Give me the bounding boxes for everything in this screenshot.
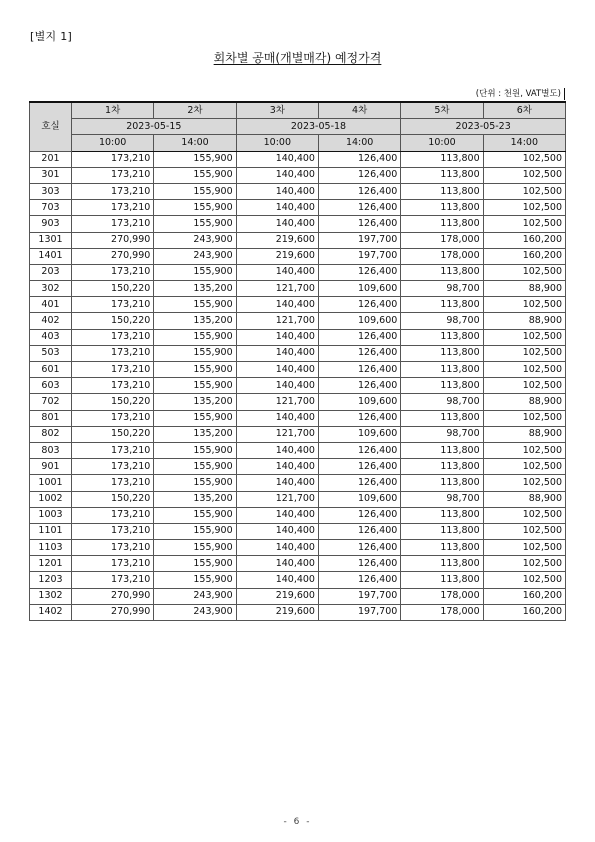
room-number-cell: 803 — [30, 442, 72, 458]
price-cell: 113,800 — [401, 216, 483, 232]
price-cell: 243,900 — [154, 604, 236, 620]
price-cell: 173,210 — [72, 151, 154, 167]
price-cell: 155,900 — [154, 459, 236, 475]
price-cell: 173,210 — [72, 523, 154, 539]
price-cell: 140,400 — [236, 183, 318, 199]
page-number: - 6 - — [283, 817, 312, 827]
room-number-cell: 203 — [30, 264, 72, 280]
time-header: 14:00 — [318, 135, 400, 151]
table-row — [30, 540, 566, 556]
price-cell: 98,700 — [401, 281, 483, 297]
price-cell: 155,900 — [154, 167, 236, 183]
room-number-cell: 703 — [30, 200, 72, 216]
price-cell: 113,800 — [401, 183, 483, 199]
price-cell: 88,900 — [483, 394, 565, 410]
table-row — [30, 523, 566, 539]
price-cell: 270,990 — [72, 248, 154, 264]
price-cell: 126,400 — [318, 442, 400, 458]
price-cell: 126,400 — [318, 345, 400, 361]
price-cell: 102,500 — [483, 523, 565, 539]
price-cell: 140,400 — [236, 378, 318, 394]
table-row — [30, 459, 566, 475]
price-cell: 140,400 — [236, 410, 318, 426]
price-cell: 121,700 — [236, 426, 318, 442]
table-row — [30, 410, 566, 426]
price-cell: 140,400 — [236, 556, 318, 572]
price-cell: 126,400 — [318, 264, 400, 280]
price-cell: 109,600 — [318, 281, 400, 297]
price-cell: 126,400 — [318, 329, 400, 345]
price-cell: 150,220 — [72, 426, 154, 442]
price-cell: 155,900 — [154, 556, 236, 572]
price-cell: 140,400 — [236, 507, 318, 523]
price-cell: 173,210 — [72, 410, 154, 426]
price-cell: 102,500 — [483, 572, 565, 588]
price-cell: 197,700 — [318, 232, 400, 248]
price-cell: 178,000 — [401, 588, 483, 604]
price-cell: 140,400 — [236, 475, 318, 491]
price-cell: 88,900 — [483, 491, 565, 507]
price-cell: 173,210 — [72, 540, 154, 556]
room-number-cell: 903 — [30, 216, 72, 232]
table-row — [30, 264, 566, 280]
price-cell: 102,500 — [483, 378, 565, 394]
price-cell: 140,400 — [236, 151, 318, 167]
room-number-cell: 702 — [30, 394, 72, 410]
price-cell: 126,400 — [318, 459, 400, 475]
room-number-cell: 302 — [30, 281, 72, 297]
price-cell: 126,400 — [318, 523, 400, 539]
price-cell: 102,500 — [483, 329, 565, 345]
price-cell: 140,400 — [236, 540, 318, 556]
price-cell: 197,700 — [318, 588, 400, 604]
time-header: 14:00 — [154, 135, 236, 151]
header-row-dates — [30, 119, 566, 135]
room-number-cell: 402 — [30, 313, 72, 329]
price-cell: 113,800 — [401, 459, 483, 475]
price-cell: 155,900 — [154, 442, 236, 458]
price-cell: 113,800 — [401, 264, 483, 280]
price-cell: 113,800 — [401, 442, 483, 458]
price-cell: 126,400 — [318, 200, 400, 216]
price-cell: 173,210 — [72, 200, 154, 216]
price-cell: 102,500 — [483, 475, 565, 491]
price-cell: 140,400 — [236, 297, 318, 313]
price-cell: 102,500 — [483, 540, 565, 556]
price-cell: 140,400 — [236, 442, 318, 458]
price-cell: 150,220 — [72, 313, 154, 329]
time-header: 10:00 — [401, 135, 483, 151]
price-cell: 270,990 — [72, 588, 154, 604]
price-cell: 173,210 — [72, 329, 154, 345]
price-cell: 140,400 — [236, 572, 318, 588]
round-header: 3차 — [236, 102, 318, 119]
price-cell: 126,400 — [318, 475, 400, 491]
price-cell: 150,220 — [72, 281, 154, 297]
price-cell: 102,500 — [483, 167, 565, 183]
price-cell: 98,700 — [401, 426, 483, 442]
price-cell: 243,900 — [154, 248, 236, 264]
room-number-cell: 901 — [30, 459, 72, 475]
price-cell: 102,500 — [483, 216, 565, 232]
price-cell: 140,400 — [236, 523, 318, 539]
table-row — [30, 151, 566, 167]
price-cell: 109,600 — [318, 394, 400, 410]
price-cell: 113,800 — [401, 523, 483, 539]
price-cell: 126,400 — [318, 572, 400, 588]
price-cell: 126,400 — [318, 297, 400, 313]
room-number-cell: 802 — [30, 426, 72, 442]
price-cell: 113,800 — [401, 151, 483, 167]
price-cell: 219,600 — [236, 232, 318, 248]
document-title: 회차별 공매(개별매각) 예정가격 — [213, 51, 382, 65]
price-cell: 155,900 — [154, 297, 236, 313]
table-row — [30, 167, 566, 183]
attachment-label: [별지 1] — [30, 30, 73, 43]
round-header: 6차 — [483, 102, 565, 119]
price-cell: 173,210 — [72, 378, 154, 394]
price-cell: 243,900 — [154, 588, 236, 604]
price-cell: 150,220 — [72, 491, 154, 507]
price-cell: 155,900 — [154, 523, 236, 539]
price-cell: 113,800 — [401, 297, 483, 313]
price-cell: 155,900 — [154, 475, 236, 491]
table-row — [30, 248, 566, 264]
table-row — [30, 378, 566, 394]
round-header: 1차 — [72, 102, 154, 119]
price-cell: 173,210 — [72, 556, 154, 572]
room-number-cell: 1203 — [30, 572, 72, 588]
price-cell: 140,400 — [236, 362, 318, 378]
price-cell: 197,700 — [318, 248, 400, 264]
table-row — [30, 297, 566, 313]
table-row — [30, 216, 566, 232]
price-cell: 219,600 — [236, 588, 318, 604]
price-cell: 113,800 — [401, 362, 483, 378]
price-cell: 155,900 — [154, 345, 236, 361]
price-cell: 126,400 — [318, 507, 400, 523]
price-cell: 160,200 — [483, 588, 565, 604]
price-cell: 109,600 — [318, 426, 400, 442]
price-cell: 173,210 — [72, 183, 154, 199]
price-cell: 109,600 — [318, 491, 400, 507]
table-row — [30, 442, 566, 458]
room-number-cell: 503 — [30, 345, 72, 361]
time-header: 10:00 — [236, 135, 318, 151]
table-row — [30, 362, 566, 378]
price-cell: 155,900 — [154, 200, 236, 216]
date-header: 2023-05-18 — [236, 119, 401, 135]
price-cell: 155,900 — [154, 378, 236, 394]
price-cell: 126,400 — [318, 410, 400, 426]
table-row — [30, 329, 566, 345]
time-header: 10:00 — [72, 135, 154, 151]
price-cell: 113,800 — [401, 556, 483, 572]
room-number-cell: 201 — [30, 151, 72, 167]
price-cell: 160,200 — [483, 232, 565, 248]
price-cell: 121,700 — [236, 313, 318, 329]
round-header: 5차 — [401, 102, 483, 119]
price-cell: 113,800 — [401, 507, 483, 523]
table-row — [30, 345, 566, 361]
price-cell: 140,400 — [236, 200, 318, 216]
price-cell: 155,900 — [154, 264, 236, 280]
price-cell: 155,900 — [154, 410, 236, 426]
time-header: 14:00 — [483, 135, 565, 151]
price-cell: 160,200 — [483, 604, 565, 620]
price-cell: 140,400 — [236, 459, 318, 475]
price-cell: 155,900 — [154, 540, 236, 556]
price-cell: 140,400 — [236, 345, 318, 361]
price-cell: 102,500 — [483, 362, 565, 378]
price-cell: 126,400 — [318, 540, 400, 556]
price-cell: 126,400 — [318, 556, 400, 572]
table-row — [30, 232, 566, 248]
price-cell: 173,210 — [72, 362, 154, 378]
price-cell: 270,990 — [72, 232, 154, 248]
room-number-cell: 601 — [30, 362, 72, 378]
price-cell: 219,600 — [236, 604, 318, 620]
room-number-cell: 1103 — [30, 540, 72, 556]
price-cell: 270,990 — [72, 604, 154, 620]
price-cell: 173,210 — [72, 459, 154, 475]
room-number-cell: 1302 — [30, 588, 72, 604]
room-column-header: 호실 — [30, 102, 72, 151]
price-cell: 173,210 — [72, 216, 154, 232]
room-number-cell: 1401 — [30, 248, 72, 264]
price-cell: 126,400 — [318, 167, 400, 183]
table-row — [30, 426, 566, 442]
price-cell: 126,400 — [318, 216, 400, 232]
room-number-cell: 1001 — [30, 475, 72, 491]
price-cell: 98,700 — [401, 394, 483, 410]
price-cell: 173,210 — [72, 345, 154, 361]
price-cell: 113,800 — [401, 345, 483, 361]
room-number-cell: 1101 — [30, 523, 72, 539]
table-row — [30, 556, 566, 572]
price-cell: 160,200 — [483, 248, 565, 264]
round-header: 2차 — [154, 102, 236, 119]
price-cell: 155,900 — [154, 151, 236, 167]
date-header: 2023-05-23 — [401, 119, 566, 135]
price-cell: 173,210 — [72, 572, 154, 588]
table-row — [30, 394, 566, 410]
price-cell: 102,500 — [483, 151, 565, 167]
price-cell: 155,900 — [154, 362, 236, 378]
price-cell: 113,800 — [401, 329, 483, 345]
price-cell: 140,400 — [236, 264, 318, 280]
price-cell: 173,210 — [72, 442, 154, 458]
price-cell: 88,900 — [483, 281, 565, 297]
room-number-cell: 303 — [30, 183, 72, 199]
room-number-cell: 1301 — [30, 232, 72, 248]
price-cell: 155,900 — [154, 183, 236, 199]
price-cell: 178,000 — [401, 248, 483, 264]
table-row — [30, 183, 566, 199]
price-cell: 113,800 — [401, 475, 483, 491]
price-cell: 98,700 — [401, 491, 483, 507]
price-cell: 121,700 — [236, 491, 318, 507]
date-header: 2023-05-15 — [72, 119, 237, 135]
unit-note: (단위 : 천원, VAT별도) — [476, 88, 565, 100]
price-cell: 155,900 — [154, 507, 236, 523]
room-number-cell: 1002 — [30, 491, 72, 507]
price-cell: 126,400 — [318, 378, 400, 394]
price-cell: 102,500 — [483, 183, 565, 199]
price-cell: 102,500 — [483, 442, 565, 458]
price-cell: 135,200 — [154, 491, 236, 507]
price-cell: 88,900 — [483, 313, 565, 329]
price-cell: 173,210 — [72, 297, 154, 313]
price-cell: 135,200 — [154, 394, 236, 410]
price-table — [29, 101, 566, 621]
price-cell: 173,210 — [72, 507, 154, 523]
table-header — [30, 102, 566, 151]
price-cell: 135,200 — [154, 426, 236, 442]
price-cell: 113,800 — [401, 410, 483, 426]
price-cell: 173,210 — [72, 167, 154, 183]
header-row-times — [30, 135, 566, 151]
price-cell: 155,900 — [154, 572, 236, 588]
table-row — [30, 313, 566, 329]
price-cell: 135,200 — [154, 313, 236, 329]
price-cell: 102,500 — [483, 410, 565, 426]
price-cell: 121,700 — [236, 394, 318, 410]
price-cell: 126,400 — [318, 151, 400, 167]
table-row — [30, 507, 566, 523]
price-cell: 121,700 — [236, 281, 318, 297]
price-cell: 178,000 — [401, 232, 483, 248]
price-cell: 113,800 — [401, 540, 483, 556]
room-number-cell: 1201 — [30, 556, 72, 572]
price-cell: 219,600 — [236, 248, 318, 264]
price-cell: 102,500 — [483, 345, 565, 361]
price-cell: 113,800 — [401, 167, 483, 183]
price-cell: 140,400 — [236, 167, 318, 183]
room-number-cell: 1003 — [30, 507, 72, 523]
table-row — [30, 588, 566, 604]
price-cell: 102,500 — [483, 507, 565, 523]
round-header: 4차 — [318, 102, 400, 119]
price-cell: 98,700 — [401, 313, 483, 329]
price-cell: 135,200 — [154, 281, 236, 297]
price-cell: 140,400 — [236, 329, 318, 345]
room-number-cell: 403 — [30, 329, 72, 345]
price-cell: 102,500 — [483, 264, 565, 280]
price-cell: 150,220 — [72, 394, 154, 410]
room-number-cell: 801 — [30, 410, 72, 426]
room-number-cell: 603 — [30, 378, 72, 394]
price-cell: 109,600 — [318, 313, 400, 329]
price-cell: 155,900 — [154, 329, 236, 345]
table-row — [30, 572, 566, 588]
price-cell: 126,400 — [318, 183, 400, 199]
price-cell: 126,400 — [318, 362, 400, 378]
room-number-cell: 1402 — [30, 604, 72, 620]
price-cell: 178,000 — [401, 604, 483, 620]
price-cell: 113,800 — [401, 200, 483, 216]
table-row — [30, 491, 566, 507]
room-number-cell: 301 — [30, 167, 72, 183]
price-cell: 102,500 — [483, 200, 565, 216]
price-cell: 113,800 — [401, 378, 483, 394]
price-cell: 88,900 — [483, 426, 565, 442]
price-cell: 155,900 — [154, 216, 236, 232]
price-cell: 243,900 — [154, 232, 236, 248]
table-row — [30, 281, 566, 297]
price-cell: 113,800 — [401, 572, 483, 588]
price-cell: 197,700 — [318, 604, 400, 620]
header-row-rounds — [30, 102, 566, 119]
price-cell: 102,500 — [483, 556, 565, 572]
table-row — [30, 475, 566, 491]
table-row — [30, 200, 566, 216]
price-cell: 102,500 — [483, 297, 565, 313]
price-cell: 102,500 — [483, 459, 565, 475]
room-number-cell: 401 — [30, 297, 72, 313]
table-body — [30, 151, 566, 620]
price-cell: 173,210 — [72, 475, 154, 491]
table-row — [30, 604, 566, 620]
price-cell: 140,400 — [236, 216, 318, 232]
price-cell: 173,210 — [72, 264, 154, 280]
